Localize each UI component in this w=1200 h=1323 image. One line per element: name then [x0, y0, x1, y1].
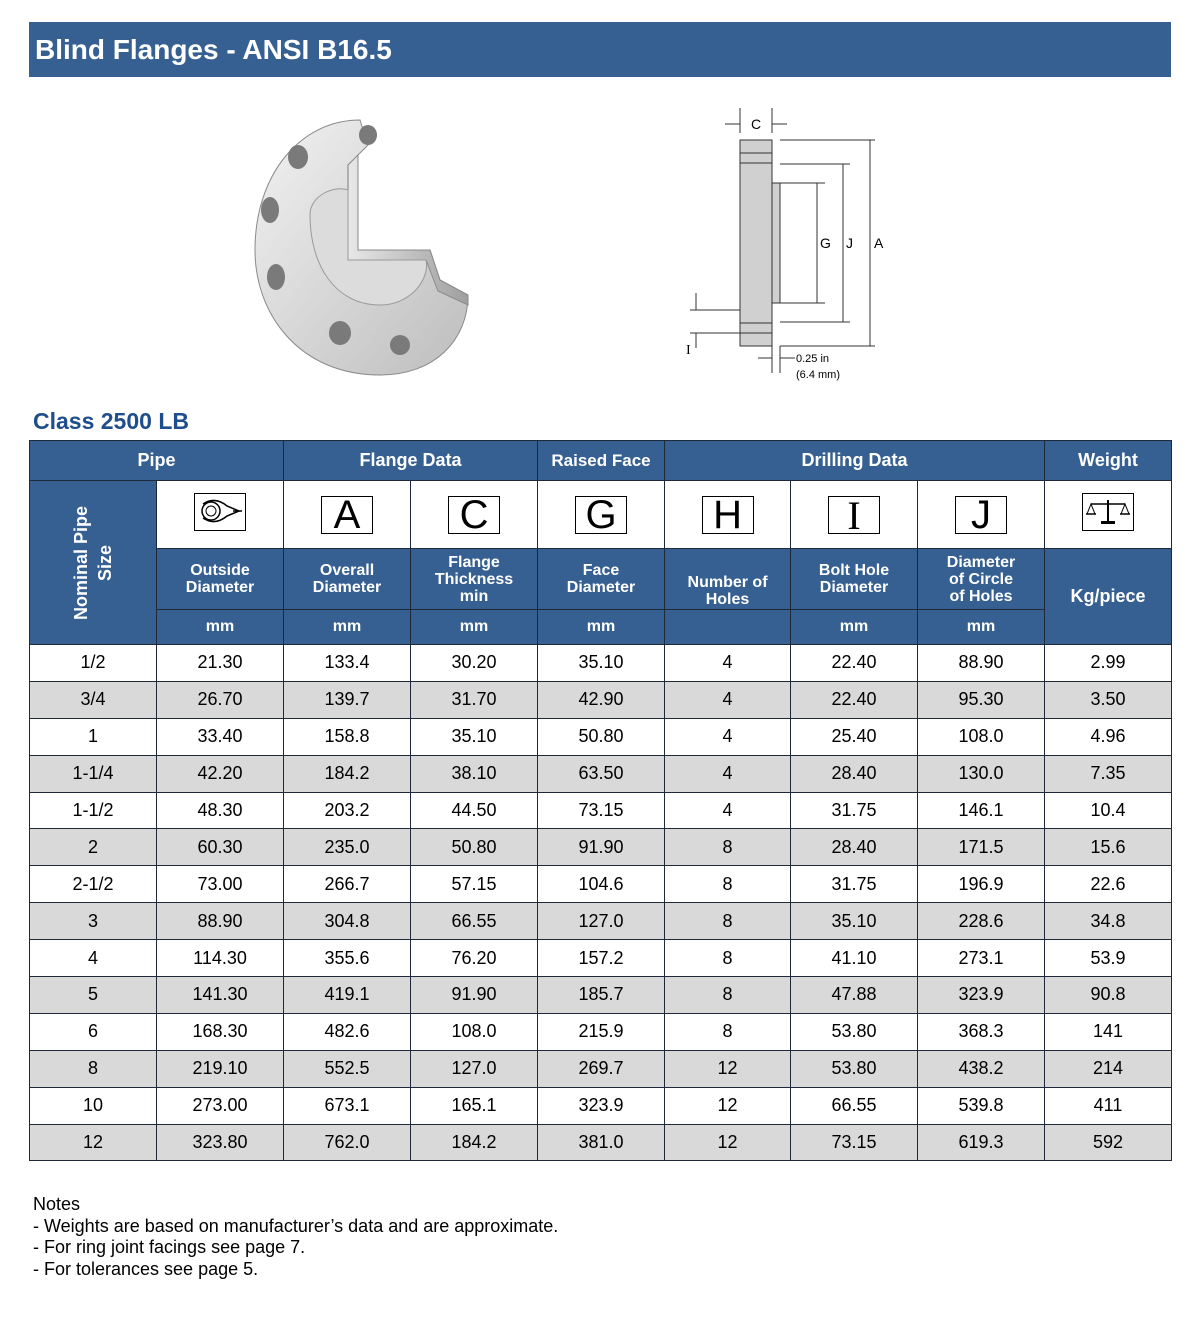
- table-cell: 66.55: [411, 903, 538, 940]
- table-cell: 619.3: [918, 1124, 1045, 1161]
- table-cell: 53.80: [791, 1050, 918, 1087]
- table-cell: 15.6: [1045, 829, 1172, 866]
- table-cell: 1-1/2: [30, 792, 157, 829]
- table-cell: 157.2: [538, 940, 665, 977]
- table-cell: 762.0: [284, 1124, 411, 1161]
- unit-bolt-hole-diameter: mm: [791, 610, 918, 645]
- table-cell: 4: [665, 718, 791, 755]
- symbol-i: I: [828, 496, 880, 534]
- unit-circle-diameter: mm: [918, 610, 1045, 645]
- note-item: - For ring joint facings see page 7.: [33, 1237, 306, 1257]
- table-cell: 31.75: [791, 866, 918, 903]
- table-cell: 114.30: [157, 940, 284, 977]
- header-circle-diameter: Diameter of Circle of Holes: [918, 549, 1045, 610]
- table-cell: 12: [665, 1050, 791, 1087]
- col-holes-line1: Number of: [687, 574, 768, 591]
- table-row: [30, 645, 1172, 682]
- table-cell: 6: [30, 1013, 157, 1050]
- flange-data-table: [29, 440, 1172, 1161]
- group-raised-face: Raised Face: [538, 441, 665, 481]
- table-row: [30, 977, 1172, 1014]
- table-cell: 3/4: [30, 681, 157, 718]
- table-cell: 7.35: [1045, 755, 1172, 792]
- table-cell: 266.7: [284, 866, 411, 903]
- table-cell: 235.0: [284, 829, 411, 866]
- nominal-size-line1: Nominal Pipe: [71, 505, 91, 620]
- table-cell: 203.2: [284, 792, 411, 829]
- unit-outside-diameter: mm: [157, 610, 284, 645]
- table-cell: 88.90: [157, 903, 284, 940]
- table-row: [30, 1013, 1172, 1050]
- header-overall-diameter: Overall Diameter: [284, 549, 411, 610]
- table-row: [30, 903, 1172, 940]
- table-cell: 53.80: [791, 1013, 918, 1050]
- table-cell: 8: [665, 903, 791, 940]
- table-cell: 592: [1045, 1124, 1172, 1161]
- table-cell: 381.0: [538, 1124, 665, 1161]
- table-cell: 10.4: [1045, 792, 1172, 829]
- table-cell: 273.1: [918, 940, 1045, 977]
- notes-heading: Notes: [33, 1194, 81, 1214]
- class-title: Class 2500 LB: [33, 408, 189, 434]
- nominal-size-line2: Size: [95, 544, 115, 581]
- table-cell: 168.30: [157, 1013, 284, 1050]
- table-cell: 482.6: [284, 1013, 411, 1050]
- table-row: [30, 755, 1172, 792]
- table-cell: 323.9: [538, 1087, 665, 1124]
- diagram-raised-face-in: 0.25 in: [796, 353, 830, 365]
- diagram-label-c: C: [751, 116, 762, 132]
- table-cell: 4: [665, 755, 791, 792]
- table-cell: 1-1/4: [30, 755, 157, 792]
- table-cell: 133.4: [284, 645, 411, 682]
- table-cell: 215.9: [538, 1013, 665, 1050]
- table-cell: 1: [30, 718, 157, 755]
- header-face-diameter: Face Diameter: [538, 549, 665, 610]
- table-cell: 158.8: [284, 718, 411, 755]
- table-cell: 41.10: [791, 940, 918, 977]
- table-cell: 4: [30, 940, 157, 977]
- table-cell: 411: [1045, 1087, 1172, 1124]
- table-cell: 90.8: [1045, 977, 1172, 1014]
- table-cell: 2.99: [1045, 645, 1172, 682]
- table-cell: 42.20: [157, 755, 284, 792]
- table-cell: 53.9: [1045, 940, 1172, 977]
- header-kg-piece: Kg/piece: [1045, 549, 1172, 645]
- diagram-label-i: I: [686, 343, 691, 358]
- group-flange-data: Flange Data: [284, 441, 538, 481]
- table-cell: 165.1: [411, 1087, 538, 1124]
- unit-holes-blank: [665, 610, 791, 645]
- table-cell: 95.30: [918, 681, 1045, 718]
- header-outside-diameter: Outside Diameter: [157, 549, 284, 610]
- table-cell: 171.5: [918, 829, 1045, 866]
- table-cell: 8: [665, 977, 791, 1014]
- table-cell: 8: [665, 866, 791, 903]
- table-cell: 269.7: [538, 1050, 665, 1087]
- table-cell: 47.88: [791, 977, 918, 1014]
- table-cell: 108.0: [918, 718, 1045, 755]
- table-cell: 42.90: [538, 681, 665, 718]
- notes: [33, 1194, 558, 1280]
- note-item: - For tolerances see page 5.: [33, 1258, 259, 1279]
- balance-scale-icon: [1082, 493, 1134, 531]
- table-cell: 4: [665, 792, 791, 829]
- table-cell: 57.15: [411, 866, 538, 903]
- table-cell: 184.2: [284, 755, 411, 792]
- table-cell: 35.10: [538, 645, 665, 682]
- unit-flange-thickness: mm: [411, 610, 538, 645]
- table-row: [30, 1087, 1172, 1124]
- table-row: [30, 829, 1172, 866]
- table-row: [30, 718, 1172, 755]
- table-cell: 35.10: [411, 718, 538, 755]
- table-cell: 438.2: [918, 1050, 1045, 1087]
- table-cell: 4.96: [1045, 718, 1172, 755]
- table-cell: 91.90: [411, 977, 538, 1014]
- table-cell: 139.7: [284, 681, 411, 718]
- table-cell: 31.75: [791, 792, 918, 829]
- table-cell: 368.3: [918, 1013, 1045, 1050]
- table-cell: 63.50: [538, 755, 665, 792]
- table-cell: 33.40: [157, 718, 284, 755]
- table-cell: 214: [1045, 1050, 1172, 1087]
- title-bar: [29, 22, 1171, 77]
- table-cell: 108.0: [411, 1013, 538, 1050]
- table-cell: 28.40: [791, 829, 918, 866]
- group-pipe: Pipe: [30, 441, 284, 481]
- table-cell: 22.40: [791, 681, 918, 718]
- nominal-pipe-size-header: [30, 481, 157, 645]
- table-cell: 185.7: [538, 977, 665, 1014]
- table-cell: 127.0: [538, 903, 665, 940]
- table-cell: 60.30: [157, 829, 284, 866]
- table-cell: 323.80: [157, 1124, 284, 1161]
- header-flange-thickness: Flange Thickness min: [411, 549, 538, 610]
- table-cell: 66.55: [791, 1087, 918, 1124]
- table-row: [30, 681, 1172, 718]
- col-holes-line2: Holes: [705, 591, 750, 608]
- table-cell: 50.80: [411, 829, 538, 866]
- table-cell: 12: [30, 1124, 157, 1161]
- symbol-a: A: [321, 496, 373, 534]
- pipe-caliper-icon: [194, 493, 246, 531]
- table-cell: 127.0: [411, 1050, 538, 1087]
- table-cell: 88.90: [918, 645, 1045, 682]
- symbol-pipe-cell: [157, 481, 284, 549]
- table-cell: 10: [30, 1087, 157, 1124]
- diagram-label-g: G: [820, 235, 831, 251]
- table-row: [30, 866, 1172, 903]
- symbol-g: G: [575, 496, 627, 534]
- table-cell: 22.6: [1045, 866, 1172, 903]
- table-cell: 3.50: [1045, 681, 1172, 718]
- table-cell: 196.9: [918, 866, 1045, 903]
- table-cell: 1/2: [30, 645, 157, 682]
- symbol-weight-cell: [1045, 481, 1172, 549]
- flange-dimension-diagram: [680, 108, 900, 388]
- table-cell: 25.40: [791, 718, 918, 755]
- table-cell: 8: [665, 1013, 791, 1050]
- table-cell: 8: [30, 1050, 157, 1087]
- flange-3d-illustration: [240, 105, 480, 385]
- diagram-label-j: J: [846, 235, 853, 251]
- unit-overall-diameter: mm: [284, 610, 411, 645]
- group-drilling-data: Drilling Data: [665, 441, 1045, 481]
- table-cell: 4: [665, 645, 791, 682]
- symbol-h: H: [702, 496, 754, 534]
- table-body: [30, 645, 1172, 1161]
- table-row: [30, 940, 1172, 977]
- table-cell: 130.0: [918, 755, 1045, 792]
- table-row: [30, 792, 1172, 829]
- table-cell: 26.70: [157, 681, 284, 718]
- table-cell: 28.40: [791, 755, 918, 792]
- header-bolt-hole-diameter: Bolt Hole Diameter: [791, 549, 918, 610]
- table-cell: 50.80: [538, 718, 665, 755]
- table-cell: 219.10: [157, 1050, 284, 1087]
- table-cell: 31.70: [411, 681, 538, 718]
- table-cell: 76.20: [411, 940, 538, 977]
- table-cell: 5: [30, 977, 157, 1014]
- table-row: [30, 1124, 1172, 1161]
- group-weight: Weight: [1045, 441, 1172, 481]
- table-cell: 552.5: [284, 1050, 411, 1087]
- table-cell: 30.20: [411, 645, 538, 682]
- unit-face-diameter: mm: [538, 610, 665, 645]
- table-cell: 304.8: [284, 903, 411, 940]
- table-cell: 141.30: [157, 977, 284, 1014]
- table-cell: 539.8: [918, 1087, 1045, 1124]
- table-row: [30, 1050, 1172, 1087]
- table-cell: 8: [665, 829, 791, 866]
- symbol-j: J: [955, 496, 1007, 534]
- table-cell: 184.2: [411, 1124, 538, 1161]
- table-cell: 21.30: [157, 645, 284, 682]
- table-cell: 48.30: [157, 792, 284, 829]
- table-cell: 12: [665, 1124, 791, 1161]
- symbol-c: C: [448, 496, 500, 534]
- table-cell: 673.1: [284, 1087, 411, 1124]
- diagram-label-a: A: [874, 235, 884, 251]
- table-cell: 34.8: [1045, 903, 1172, 940]
- table-cell: 2-1/2: [30, 866, 157, 903]
- table-cell: 8: [665, 940, 791, 977]
- table-cell: 4: [665, 681, 791, 718]
- table-cell: 146.1: [918, 792, 1045, 829]
- table-cell: 323.9: [918, 977, 1045, 1014]
- table-cell: 228.6: [918, 903, 1045, 940]
- table-cell: 73.15: [791, 1124, 918, 1161]
- table-cell: 2: [30, 829, 157, 866]
- table-cell: 104.6: [538, 866, 665, 903]
- table-cell: 355.6: [284, 940, 411, 977]
- table-cell: 3: [30, 903, 157, 940]
- table-cell: 12: [665, 1087, 791, 1124]
- table-cell: 73.15: [538, 792, 665, 829]
- table-cell: 141: [1045, 1013, 1172, 1050]
- table-cell: 44.50: [411, 792, 538, 829]
- page-title: Blind Flanges - ANSI B16.5: [35, 34, 392, 65]
- table-cell: 91.90: [538, 829, 665, 866]
- note-item: - Weights are based on manufacturer’s data and are approximate.: [33, 1215, 559, 1236]
- header-number-of-holes: [665, 481, 791, 610]
- table-cell: 273.00: [157, 1087, 284, 1124]
- diagram-raised-face-mm: (6.4 mm): [796, 369, 840, 381]
- table-cell: 419.1: [284, 977, 411, 1014]
- table-cell: 35.10: [791, 903, 918, 940]
- table-cell: 38.10: [411, 755, 538, 792]
- table-cell: 22.40: [791, 645, 918, 682]
- table-cell: 73.00: [157, 866, 284, 903]
